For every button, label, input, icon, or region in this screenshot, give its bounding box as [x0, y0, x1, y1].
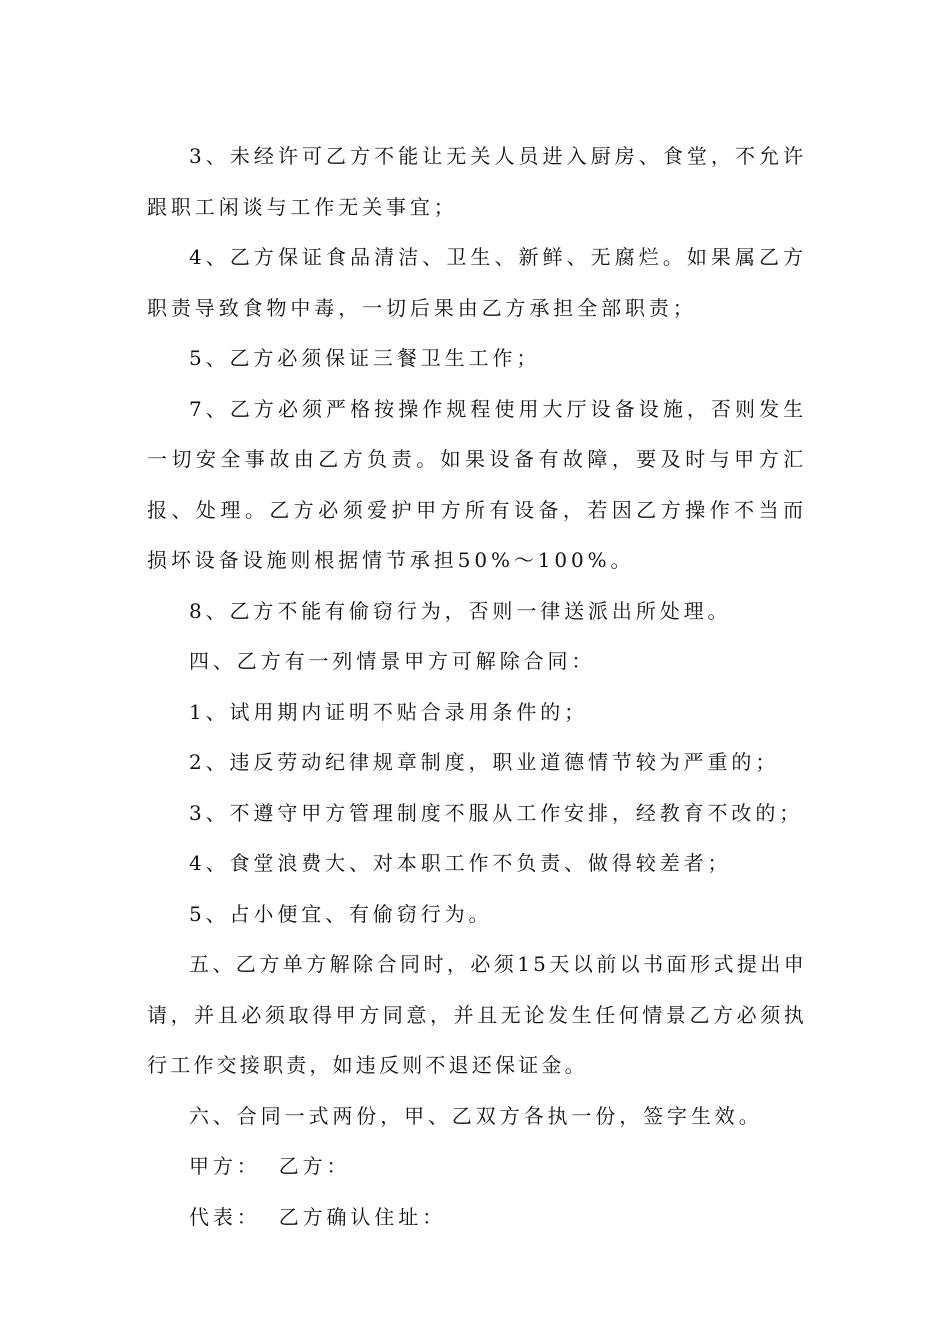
clause-7-equipment-safety: 7、乙方必须严格按操作规程使用大厅设备设施，否则发生一切安全事故由乙方负责。如果设备有故障，要及时与甲方汇报、处理。乙方必须爱护甲方所有设备，若因乙方操作不当而损坏设备设施则根据情节承担50%～100%。 [147, 396, 807, 572]
party-b-label: 乙方： [278, 1154, 351, 1178]
termination-item-2: 2、违反劳动纪律规章制度，职业道德情节较为严重的； [189, 750, 780, 774]
representative-label: 代表： [189, 1204, 261, 1229]
clause-8-no-theft: 8、乙方不能有偷窃行为，否则一律送派出所处理。 [189, 598, 732, 623]
party-b-address-label: 乙方确认住址： [278, 1204, 447, 1229]
document-body [147, 131, 807, 1242]
section-5-unilateral-termination: 五、乙方单方解除合同时，必须15天以前以书面形式提出申请，并且必须取得甲方同意，并且无论发生任何情景乙方必须执行工作交接职责，如违反则不退还保证金。 [147, 952, 807, 1077]
party-a-label: 甲方： [189, 1154, 261, 1178]
signature-row-representative [147, 1192, 807, 1243]
section-6-copies-clause: 六、合同一式两份，甲、乙双方各执一份，签字生效。 [189, 1103, 763, 1128]
termination-item-3: 3、不遵守甲方管理制度不服从工作安排，经教育不改的； [189, 800, 804, 825]
clause-5-meal-hygiene: 5、乙方必须保证三餐卫生工作； [189, 346, 541, 370]
signature-row-parties [147, 1141, 807, 1192]
termination-item-5: 5、占小便宜、有偷窃行为。 [189, 901, 493, 926]
termination-item-1: 1、试用期内证明不贴合录用条件的； [189, 699, 589, 724]
termination-item-4: 4、食堂浪费大、对本职工作不负责、做得较差者； [189, 851, 732, 875]
clause-3-no-unauthorized-entry: 3、未经许可乙方不能让无关人员进入厨房、食堂，不允许跟职工闲谈与工作无关事宜； [147, 144, 807, 219]
section-4-termination-heading: 四、乙方有一列情景甲方可解除合同： [189, 649, 596, 673]
clause-4-food-hygiene: 4、乙方保证食品清洁、卫生、新鲜、无腐烂。如果属乙方职责导致食物中毒，一切后果由乙方承担全部职责； [147, 245, 807, 320]
